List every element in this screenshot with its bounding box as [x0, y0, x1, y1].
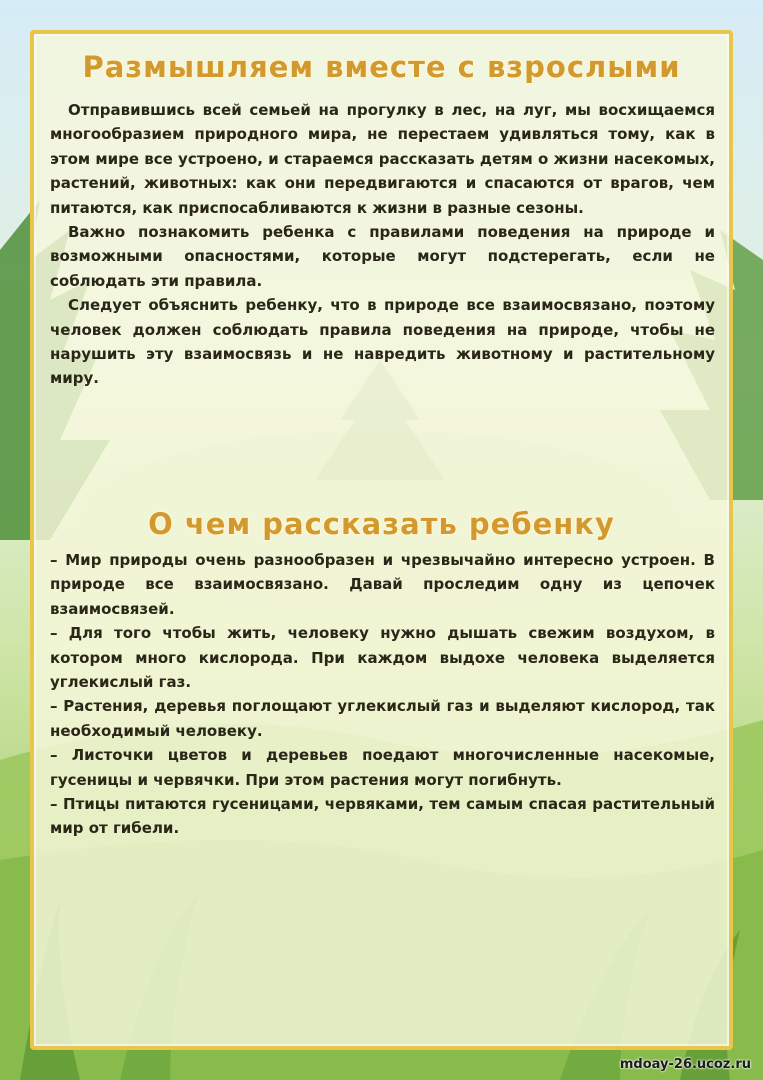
list-item: – Для того чтобы жить, человеку нужно дышать свежим воздухом, в котором много кислорода. При каждом выдохе человека выделяется углекислый газ.	[50, 624, 715, 692]
paragraph: Отправившись всей семьей на прогулку в лес, на луг, мы восхищаемся многообразием природного мира, не перестаем удивляться тому, как в этом мире все устроено, и стараемся рассказать детям о жизни насекомых, растений, животных: как они передвигаются и спасаются от врагов, чем питаются, как приспосабливаются к жизни в разные сезоны.	[50, 101, 715, 217]
site-watermark: mdoay-26.ucoz.ru	[619, 1057, 751, 1072]
paragraph: Важно познакомить ребенка с правилами поведения на природе и возможными опасностями, которые могут подстерегать, если не соблюдать эти правила.	[50, 223, 715, 290]
section-title-reflect: Размышляем вместе с взрослыми	[82, 50, 681, 84]
list-item: – Мир природы очень разнообразен и чрезвычайно интересно устроен. В природе все взаимосвязано. Давай проследим одну из цепочек взаимосвязей.	[50, 551, 715, 618]
tell-child-list	[50, 548, 715, 841]
list-item: – Птицы питаются гусеницами, червяками, тем самым спасая растительный мир от гибели.	[50, 795, 715, 838]
list-item: – Растения, деревья поглощают углекислый газ и выделяют кислород, так необходимый человеку.	[50, 697, 715, 740]
intro-text-block	[50, 98, 715, 391]
section-title-tell-child: О чем рассказать ребенку	[148, 507, 615, 541]
paragraph: Следует объяснить ребенку, что в природе все взаимосвязано, поэтому человек должен соблюдать правила поведения на природе, чтобы не нарушить эту взаимосвязь и не навредить животному и растительному миру.	[50, 296, 715, 388]
list-item: – Листочки цветов и деревьев поедают многочисленные насекомые, гусеницы и червячки. При этом растения могут погибнуть.	[50, 746, 715, 789]
